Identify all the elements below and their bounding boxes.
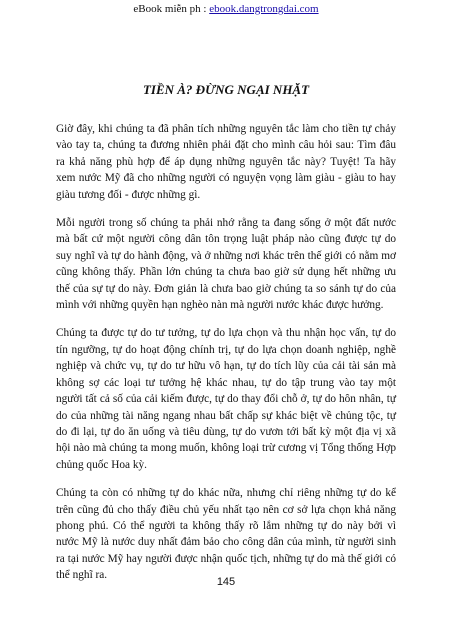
ebook-site-link[interactable]: ebook.dangtrongdai.com: [209, 3, 319, 15]
chapter-title: TIỀN À? ĐỪNG NGẠI NHẶT: [142, 82, 310, 97]
body-text: [56, 121, 396, 596]
paragraph-3: Chúng ta được tự do tư tưởng, tự do lựa chọn và thu nhận học vấn, tự do tín ngưỡng, tự do hoạt động chính trị, tự do lựa chọn doanh nghiệp, nghề nghiệp và chức vụ, tự do tư hữu vô hạn, tự do tích lũy của cải tài sản mà không sợ các loại tư tưởng hệ khác nhau, tự do tập trung vào tay một người tất cả số của cải kiếm được, tự do thay đổi chỗ ở, tự do hôn nhân, tự do của những tài năng ngang nhau bất chấp sự khác biệt về chủng tộc, tự do đi lại, tự do ăn uống và tiêu dùng, tự do vươn tới bất kỳ một địa vị xã hội nào mà chúng ta mong muốn, không loại trừ cương vị Tổng thống Hợp chủng quốc Hoa kỳ.: [56, 327, 396, 471]
paragraph-4: Chúng ta còn có những tự do khác nữa, nhưng chỉ riêng những tự do kể trên cũng đủ cho thấy điều chủ yếu nhất tạo nên cơ sở lựa chọn khả năng phong phú. Có thể người ta không thấy rõ lắm những tự do này bởi vì nước Mỹ là nước duy nhất đảm bảo cho công dân của mình, từ người sinh ra tại nước Mỹ hay người được nhận quốc tịch, những tự do mà thế giới có thể nghĩ ra.: [56, 487, 396, 582]
paragraph-2: Mỗi người trong số chúng ta phải nhớ rằng ta đang sống ở một đất nước mà bất cứ một người công dân tôn trọng luật pháp nào cũng được tự do suy nghĩ và tự do hành động, và ở những nơi khác trên thế giới có nằm mơ cũng không thấy. Phần lớn chúng ta chưa bao giờ sử dụng hết những ưu thế của sự tự do này. Đơn giản là chưa bao giờ chúng ta so sánh tự do của mình với những quyền hạn nghèo nàn mà người nước khác được hưởng.: [56, 217, 396, 312]
page-header: [0, 2, 452, 16]
paragraph-1: Giờ đây, khi chúng ta đã phân tích những nguyên tắc làm cho tiền tự chảy vào tay ta, chúng ta đương nhiên phải đặt cho mình câu hỏi sau: Tìm đâu ra khả năng phù hợp để áp dụng những nguyên tắc này? Tuyệt! Ta hãy xem nước Mỹ đã cho những người có nguyện vọng làm giàu - giàu to hay giàu tương đối - được những gì.: [56, 123, 396, 201]
page-number: 145: [216, 576, 236, 588]
header-prefix: eBook miễn ph :: [133, 3, 210, 15]
